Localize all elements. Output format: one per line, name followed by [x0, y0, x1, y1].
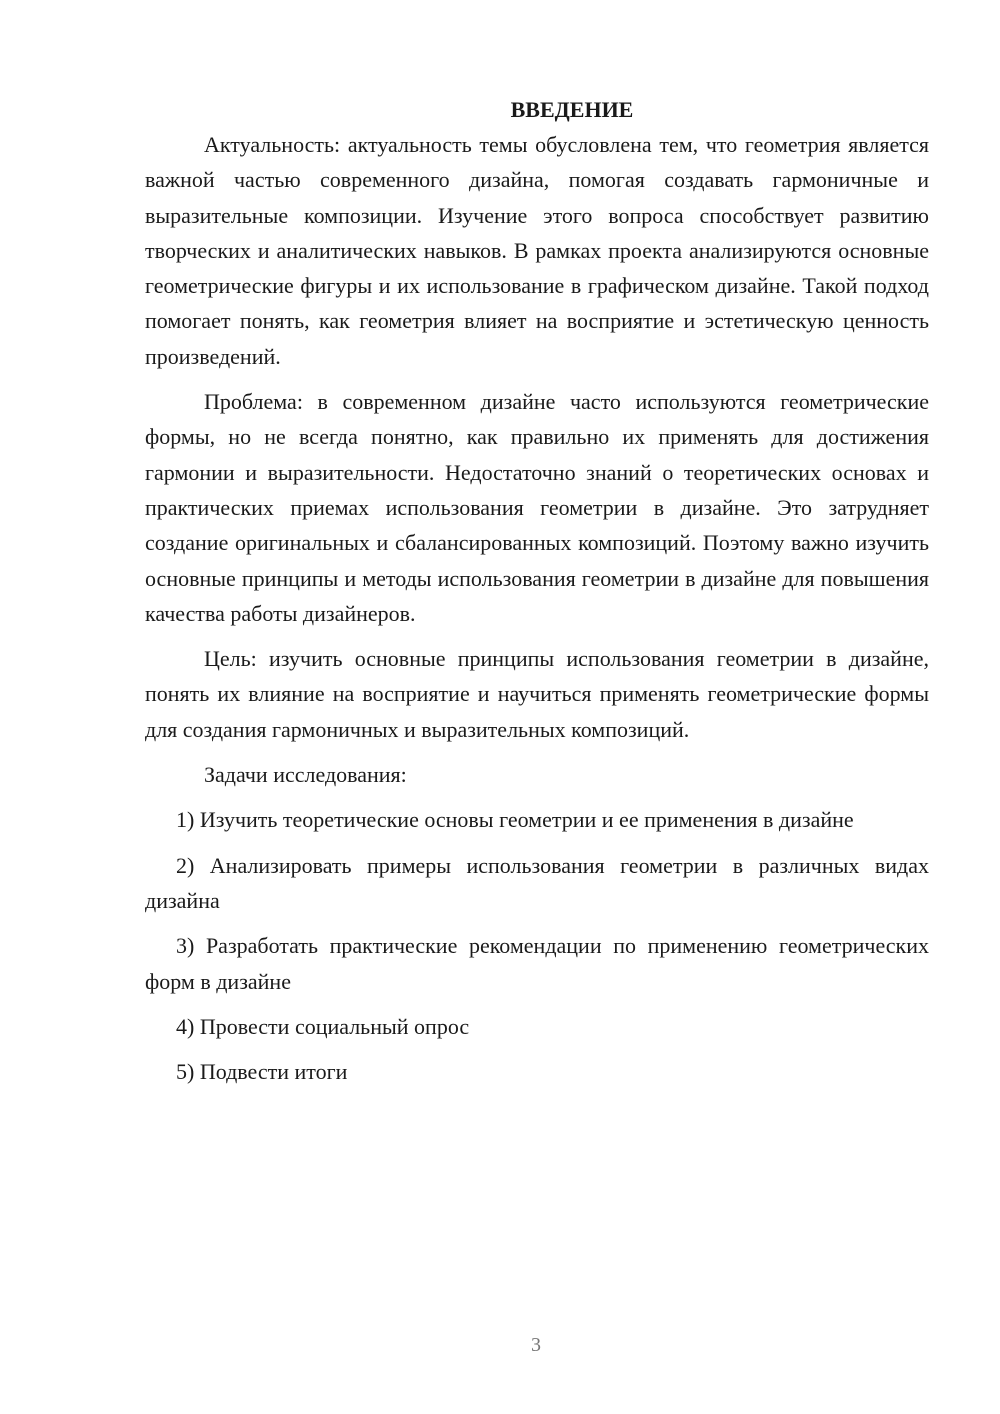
task-item: 2) Анализировать примеры использования геометрии в различных видах дизайна: [145, 852, 929, 913]
paragraph-problem: Проблема: в современном дизайне часто используются геометрические формы, но не всегда понятно, как правильно их применять для достижения гармонии и выразительности. Недостаточно знаний о теоретических основах и практических приемах использования геометрии в дизайне. Это затрудняет создание оригинальных и сбалансированных композиций. Поэтому важно изучить основные принципы и методы использования геометрии в дизайне для повышения качества работы дизайнеров.: [145, 389, 929, 626]
task-item: 5) Подвести итоги: [176, 1059, 348, 1085]
paragraph-goal: Цель: изучить основные принципы использования геометрии в дизайне, понять их влияние на восприятие и научиться применять геометрические формы для создания гармоничных и выразительных композиций.: [145, 646, 929, 742]
task-item: 1) Изучить теоретические основы геометрии и ее применения в дизайне: [176, 807, 854, 833]
task-item: 4) Провести социальный опрос: [176, 1013, 470, 1039]
tasks-heading: Задачи исследования:: [204, 762, 407, 788]
page-number: 3: [531, 1334, 541, 1356]
section-heading: ВВЕДЕНИЕ: [510, 97, 634, 122]
task-item: 3) Разработать практические рекомендации по применению геометрических форм в дизайне: [145, 933, 929, 994]
document-page: [145, 92, 929, 1089]
paragraph-relevance: Актуальность: актуальность темы обусловлена тем, что геометрия является важной частью современного дизайна, помогая создавать гармоничные и выразительные композиции. Изучение этого вопроса способствует развитию творческих и аналитических навыков. В рамках проекта анализируются основные геометрические фигуры и их использование в графическом дизайне. Такой подход помогает понять, как геометрия влияет на восприятие и эстетическую ценность произведений.: [145, 132, 929, 369]
